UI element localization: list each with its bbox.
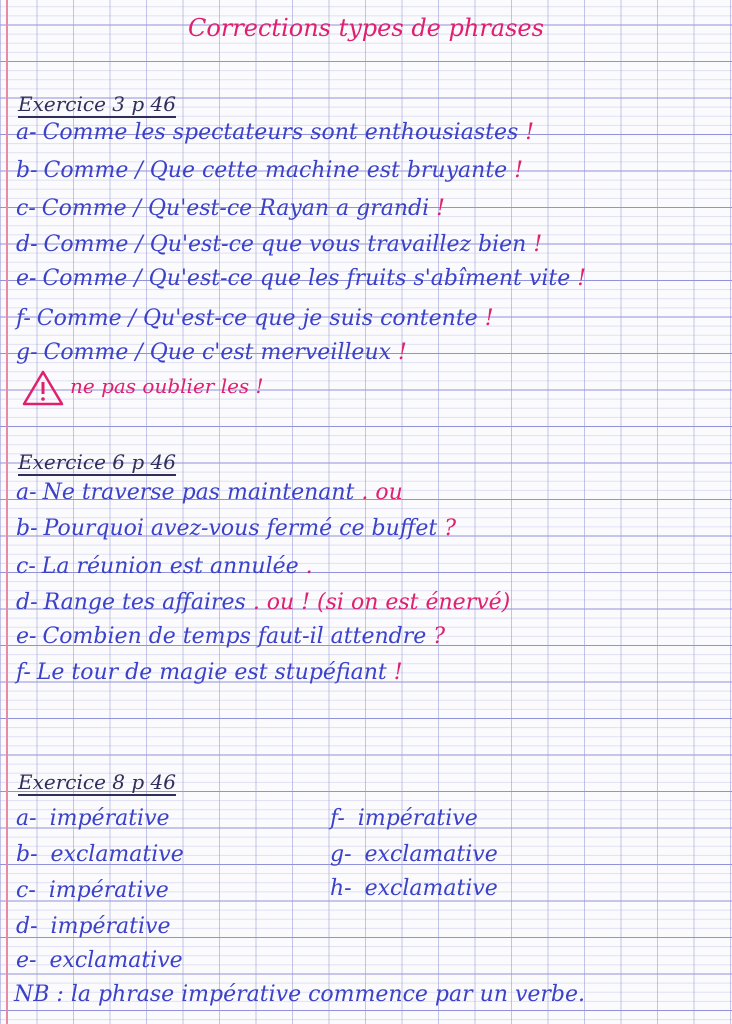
line-label: e-	[16, 266, 37, 291]
line-label: b-	[16, 842, 38, 867]
ex6-line-c	[16, 554, 313, 579]
line-text: La réunion est annulée	[41, 554, 299, 579]
line-text: Comme / Qu'est-ce que vous travaillez bien	[43, 232, 527, 257]
line-text: Range tes affaires	[43, 590, 246, 615]
line-mark: !	[577, 266, 587, 291]
line-mark: !	[514, 158, 524, 183]
line-label: d-	[16, 590, 38, 615]
line-text: Combien de temps faut-il attendre	[42, 624, 427, 649]
line-text: Comme / Qu'est-ce Rayan a grandi	[41, 196, 430, 221]
line-label: f-	[330, 806, 345, 831]
line-label: f-	[16, 306, 31, 331]
line-mark: ?	[444, 516, 456, 541]
line-label: f-	[16, 660, 31, 685]
line-mark: !	[393, 660, 403, 685]
ex3-line-e	[16, 266, 586, 291]
line-label: a-	[16, 480, 37, 505]
ex8-left-d	[16, 914, 171, 939]
ex8-right-g	[330, 842, 498, 867]
line-label: g-	[330, 842, 352, 867]
line-text: Comme / Qu'est-ce que je suis contente	[36, 306, 478, 331]
line-text: exclamative	[49, 948, 183, 973]
line-label: c-	[16, 554, 36, 579]
line-mark: !	[398, 340, 407, 365]
exercise-8-heading: Exercice 8 p 46	[18, 770, 176, 794]
page-title: Corrections types de phrases	[188, 14, 544, 42]
warning-text: ne pas oublier les !	[70, 374, 264, 398]
ex6-line-d	[16, 590, 510, 615]
line-label: d-	[16, 232, 38, 257]
line-label: b-	[16, 158, 38, 183]
line-text: Pourquoi avez-vous fermé ce buffet	[43, 516, 438, 541]
line-label: c-	[16, 196, 36, 221]
line-text: Comme / Qu'est-ce que les fruits s'abîment vite	[42, 266, 571, 291]
line-mark: !	[484, 306, 494, 331]
exercise-6-heading: Exercice 6 p 46	[18, 450, 176, 474]
nb-note: NB : la phrase impérative commence par un verbe.	[14, 982, 586, 1007]
ex3-line-c	[16, 196, 445, 221]
line-label: g-	[16, 340, 38, 365]
line-text: Comme / Que cette machine est bruyante	[43, 158, 508, 183]
line-mark: . ou	[361, 480, 403, 505]
ex8-left-b	[16, 842, 184, 867]
ex6-line-b	[16, 516, 456, 541]
warning-icon	[22, 370, 64, 406]
ex8-left-a	[16, 806, 170, 831]
exercise-3-heading: Exercice 3 p 46	[18, 92, 176, 116]
ex8-left-e	[16, 948, 183, 973]
ex8-left-c	[16, 878, 169, 903]
ex6-line-f	[16, 660, 403, 685]
line-label: a-	[16, 806, 37, 831]
line-label: b-	[16, 516, 38, 541]
line-label: h-	[330, 876, 352, 901]
line-text: Le tour de magie est stupéfiant	[36, 660, 387, 685]
line-text: Ne traverse pas maintenant	[42, 480, 355, 505]
line-text: impérative	[357, 806, 478, 831]
line-label: d-	[16, 914, 38, 939]
ex8-right-f	[330, 806, 478, 831]
line-mark: !	[533, 232, 543, 257]
line-text: Comme / Que c'est merveilleux	[43, 340, 392, 365]
ex3-line-f	[16, 306, 494, 331]
ex3-line-g	[16, 340, 407, 365]
line-mark: . ou ! (si on est énervé)	[252, 590, 511, 615]
line-mark: ?	[433, 624, 446, 649]
line-mark: .	[305, 554, 313, 579]
line-mark: !	[436, 196, 446, 221]
ex3-line-b	[16, 158, 523, 183]
line-label: e-	[16, 948, 37, 973]
line-mark: !	[525, 120, 535, 145]
line-text: exclamative	[364, 876, 498, 901]
line-text: impérative	[48, 878, 169, 903]
line-label: e-	[16, 624, 37, 649]
line-label: c-	[16, 878, 36, 903]
line-label: a-	[16, 120, 37, 145]
ex6-line-e	[16, 624, 445, 649]
ex3-line-a	[16, 120, 534, 145]
ex8-right-h	[330, 876, 498, 901]
line-text: exclamative	[50, 842, 184, 867]
line-text: Comme les spectateurs sont enthousiastes	[42, 120, 519, 145]
line-text: impérative	[50, 914, 171, 939]
ex3-line-d	[16, 232, 542, 257]
line-text: impérative	[49, 806, 170, 831]
margin-line	[6, 0, 8, 1024]
line-text: exclamative	[364, 842, 498, 867]
ex6-line-a	[16, 480, 403, 505]
